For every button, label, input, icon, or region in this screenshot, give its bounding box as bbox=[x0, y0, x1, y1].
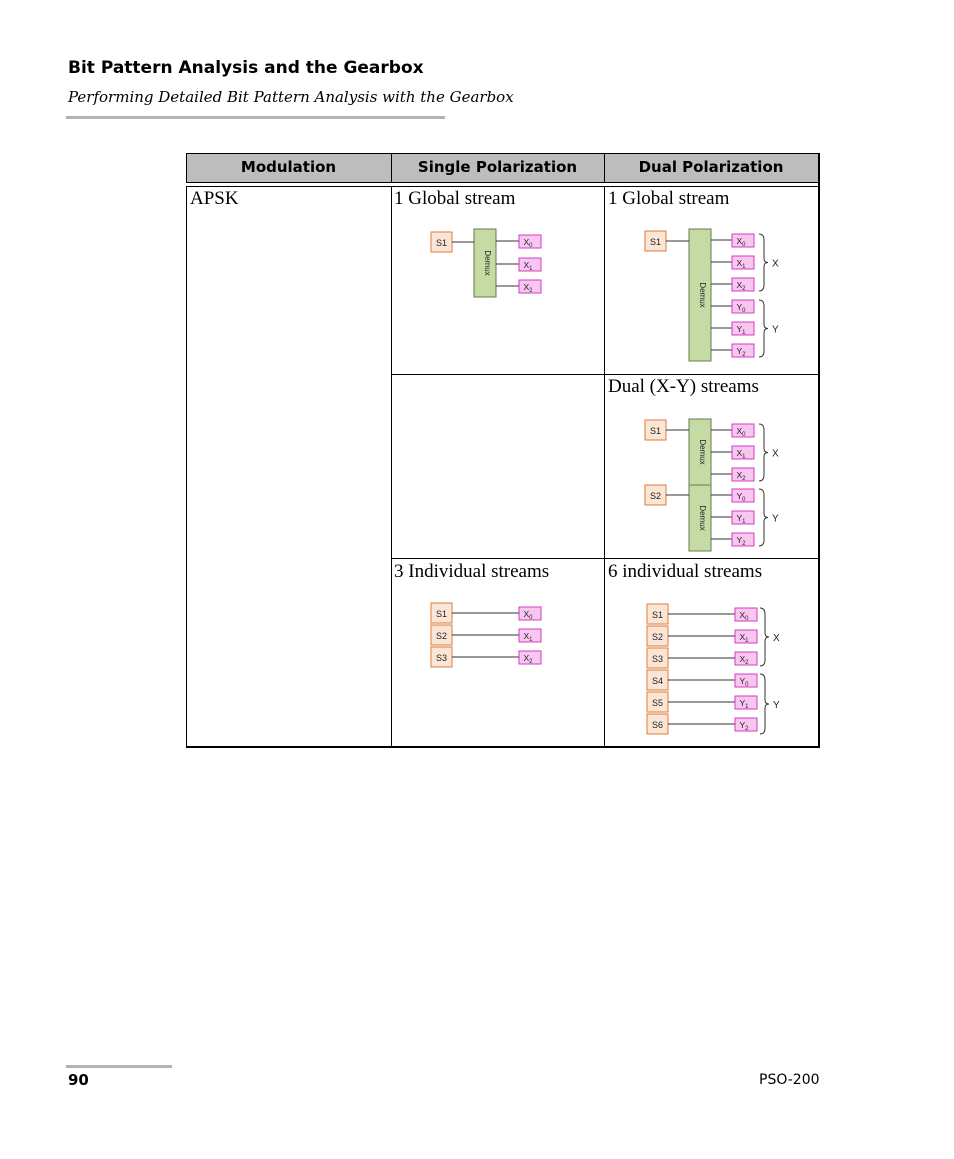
output-label: $X_2$ bbox=[523, 653, 533, 665]
output-label: $Y_0$ bbox=[739, 676, 749, 688]
source-label: S3 bbox=[651, 654, 664, 664]
output-label: $X_0$ bbox=[736, 426, 746, 438]
output-subscript: 1 bbox=[529, 266, 533, 272]
row3-dual-label: 6 individual streams bbox=[608, 561, 763, 582]
output-subscript: 1 bbox=[745, 704, 749, 710]
group-label: Y bbox=[772, 324, 779, 336]
source-label: S5 bbox=[651, 698, 664, 708]
group-brace bbox=[760, 608, 769, 666]
column-header-dual-polarization: Dual Polarization bbox=[604, 153, 818, 183]
demux-label: Demux bbox=[698, 439, 707, 465]
output-subscript: 0 bbox=[742, 432, 746, 438]
output-label: $Y_1$ bbox=[739, 698, 749, 710]
column-divider-2 bbox=[604, 153, 605, 746]
output-label: $X_1$ bbox=[739, 632, 749, 644]
output-subscript: 0 bbox=[742, 308, 746, 314]
output-label: $Y_2$ bbox=[739, 720, 749, 732]
group-brace bbox=[759, 424, 768, 481]
output-subscript: 2 bbox=[529, 288, 533, 294]
output-subscript: 0 bbox=[745, 682, 749, 688]
dual-global-stream-diagram bbox=[636, 225, 796, 365]
output-subscript: 1 bbox=[742, 264, 746, 270]
group-label: Y bbox=[773, 700, 780, 711]
output-subscript: 0 bbox=[742, 242, 746, 248]
source-label: S2 bbox=[649, 491, 662, 501]
row2-dual-label: Dual (X-Y) streams bbox=[608, 376, 759, 397]
output-label: $X_2$ bbox=[523, 282, 533, 294]
output-subscript: 0 bbox=[529, 615, 533, 621]
source-label: S2 bbox=[651, 632, 664, 642]
six-individual-streams-diagram bbox=[636, 600, 796, 742]
source-label: S1 bbox=[435, 609, 448, 619]
row1-single-label: 1 Global stream bbox=[394, 188, 516, 209]
modulation-cell: APSK bbox=[190, 188, 239, 209]
output-label: $X_0$ bbox=[523, 237, 533, 249]
group-label: X bbox=[772, 448, 779, 460]
column-divider-1 bbox=[391, 153, 392, 746]
group-brace bbox=[759, 234, 768, 291]
output-subscript: 1 bbox=[745, 638, 749, 644]
output-subscript: 2 bbox=[742, 476, 746, 482]
output-label: $Y_1$ bbox=[736, 324, 746, 336]
table-border-left bbox=[186, 153, 187, 746]
output-label: $X_0$ bbox=[739, 610, 749, 622]
output-subscript: 1 bbox=[742, 454, 746, 460]
output-subscript: 0 bbox=[745, 616, 749, 622]
group-label: X bbox=[772, 258, 779, 270]
page-number: 90 bbox=[68, 1071, 89, 1089]
output-subscript: 2 bbox=[529, 659, 533, 665]
output-label: $X_2$ bbox=[736, 470, 746, 482]
section-title: Performing Detailed Bit Pattern Analysis with the Gearbox bbox=[68, 88, 514, 106]
output-label: $X_1$ bbox=[736, 448, 746, 460]
source-label: S1 bbox=[651, 610, 664, 620]
row-divider-2 bbox=[391, 558, 818, 559]
output-subscript: 0 bbox=[742, 497, 746, 503]
output-subscript: 2 bbox=[745, 726, 749, 732]
row3-single-label: 3 Individual streams bbox=[394, 561, 550, 582]
output-label: $X_0$ bbox=[736, 236, 746, 248]
group-label: Y bbox=[772, 513, 779, 525]
demux-label: Demux bbox=[698, 505, 707, 531]
three-individual-streams-diagram bbox=[420, 600, 560, 675]
chapter-title: Bit Pattern Analysis and the Gearbox bbox=[68, 58, 424, 78]
output-subscript: 0 bbox=[529, 243, 533, 249]
demux-label: Demux bbox=[698, 282, 707, 308]
output-subscript: 2 bbox=[742, 352, 746, 358]
single-global-stream-diagram bbox=[420, 225, 560, 305]
source-label: S1 bbox=[435, 238, 448, 248]
footer-rule bbox=[66, 1065, 172, 1068]
column-header-single-polarization: Single Polarization bbox=[391, 153, 604, 183]
output-label: $X_2$ bbox=[739, 654, 749, 666]
output-subscript: 2 bbox=[745, 660, 749, 666]
product-name: PSO-200 bbox=[759, 1072, 820, 1088]
source-label: S4 bbox=[651, 676, 664, 686]
source-label: S1 bbox=[649, 426, 662, 436]
dual-xy-streams-diagram bbox=[636, 415, 796, 555]
output-subscript: 1 bbox=[742, 519, 746, 525]
output-label: $X_1$ bbox=[523, 260, 533, 272]
row-divider-1 bbox=[391, 374, 818, 375]
output-label: $Y_2$ bbox=[736, 535, 746, 547]
output-label: $X_1$ bbox=[736, 258, 746, 270]
group-label: X bbox=[773, 633, 780, 644]
output-label: $Y_1$ bbox=[736, 513, 746, 525]
output-label: $Y_0$ bbox=[736, 491, 746, 503]
output-subscript: 2 bbox=[742, 286, 746, 292]
output-label: $X_2$ bbox=[736, 280, 746, 292]
table-body-top bbox=[186, 186, 818, 187]
group-brace bbox=[759, 300, 768, 357]
output-label: $X_0$ bbox=[523, 609, 533, 621]
row1-dual-label: 1 Global stream bbox=[608, 188, 730, 209]
output-subscript: 1 bbox=[529, 637, 533, 643]
output-subscript: 2 bbox=[742, 541, 746, 547]
output-label: $X_1$ bbox=[523, 631, 533, 643]
column-header-modulation: Modulation bbox=[186, 153, 391, 183]
group-brace bbox=[759, 489, 768, 546]
output-label: $Y_0$ bbox=[736, 302, 746, 314]
source-label: S1 bbox=[649, 237, 662, 247]
demux-label: Demux bbox=[483, 250, 492, 276]
source-label: S6 bbox=[651, 720, 664, 730]
header-rule bbox=[66, 116, 445, 119]
source-label: S2 bbox=[435, 631, 448, 641]
output-subscript: 1 bbox=[742, 330, 746, 336]
source-label: S3 bbox=[435, 653, 448, 663]
group-brace bbox=[760, 674, 769, 734]
output-label: $Y_2$ bbox=[736, 346, 746, 358]
